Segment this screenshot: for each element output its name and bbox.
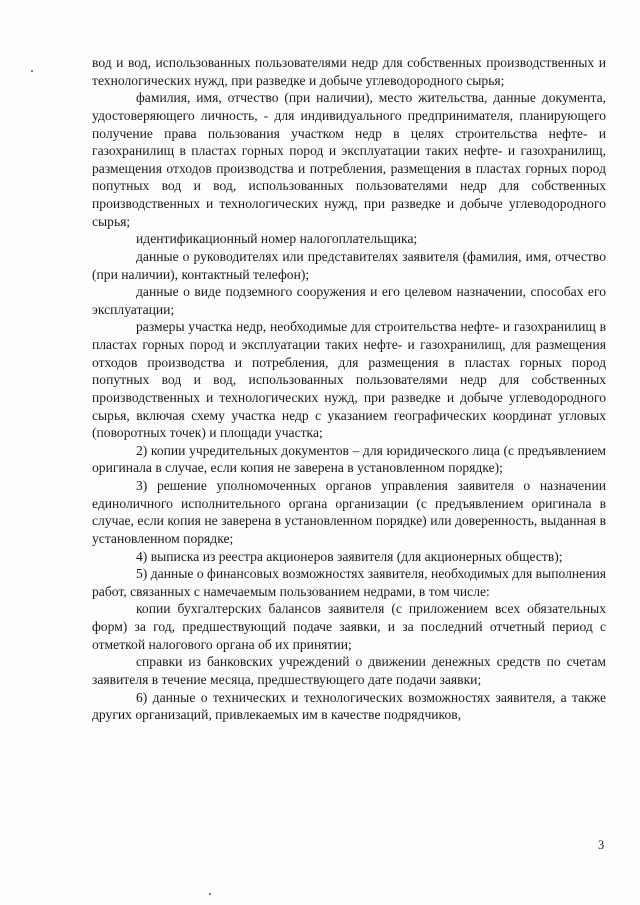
paragraph-tax-id: идентификационный номер налогоплательщика; bbox=[136, 231, 418, 247]
paragraph-plot-size: размеры участка недр, необходимые для строительства нефте- и газохранилищ в пластах горных пород и эксплуатации таких нефте- и газохранилищ, для размещения отходов производства и потребления, для размещения в пластах горных пород попутных вод и вод, использованных пользователями недр для собственных производственных и технологических нужд, при разведке и добыче углеводородного сырья, включая схему участка недр с указанием географических координат угловых (поворотных точек) и площади участка; bbox=[92, 319, 606, 441]
paragraph-managers: данные о руководителях или представителях заявителя (фамилия, имя, отчество (при наличии), контактный телефон); bbox=[92, 248, 606, 282]
paragraph-bank-statements: справки из банковских учреждений о движении денежных средств по счетам заявителя в течение месяца, предшествующего дате подачи заявки; bbox=[92, 654, 606, 687]
scan-speck bbox=[209, 893, 211, 895]
scan-speck bbox=[31, 70, 33, 72]
document-body bbox=[92, 54, 606, 724]
paragraph-item-5: 5) данные о финансовых возможностях заявителя, необходимых для выполнения работ, связанных с намечаемым пользованием недрами, в том числе: bbox=[92, 566, 606, 599]
paragraph-item-6: 6) данные о технических и технологических возможностях заявителя, а также других организаций, привлекаемых им в качестве подрядчиков, bbox=[92, 689, 606, 723]
paragraph-item-4: 4) выписка из реестра акционеров заявителя (для акционерных обществ); bbox=[136, 548, 563, 564]
paragraph-item-2: 2) копии учредительных документов – для юридического лица (с предъявлением оригинала в случае, если копия не заверена в установленном порядке); bbox=[92, 442, 606, 476]
page-number: 3 bbox=[598, 838, 605, 852]
paragraph-continuation: вод и вод, использованных пользователями недр для собственных производственных и технологических нужд, при разведке и добыче углеводородного сырья; bbox=[92, 55, 606, 88]
paragraph-item-3: 3) решение уполномоченных органов управления заявителя о назначении единоличного исполнительного органа организации (с предъявлением оригинала в случае, если копия не заверена в установленном порядке) или доверенность, выданная в установленном порядке; bbox=[92, 478, 606, 546]
paragraph-facility-type: данные о виде подземного сооружения и его целевом назначении, способах его эксплуатации; bbox=[92, 284, 606, 317]
paragraph-balance-sheets: копии бухгалтерских балансов заявителя (с приложением всех обязательных форм) за год, предшествующий подаче заявки, и за последний отчетный период с отметкой налогового органа об их принятии; bbox=[92, 601, 606, 652]
paragraph-individual-entrepreneur: фамилия, имя, отчество (при наличии), место жительства, данные документа, удостоверяющего личность, - для индивидуального предпринимателя, планирующего получение права пользования участком недр в целях строительства нефте- и газохранилищ в пластах горных пород и эксплуатации таких нефте- и газохранилищ, размещения отходов производства и потребления, размещения в пластах горных пород попутных вод и вод, использованных пользователями недр для собственных производственных и технологических нужд, при разведке и добыче углеводородного сырья; bbox=[92, 90, 606, 229]
